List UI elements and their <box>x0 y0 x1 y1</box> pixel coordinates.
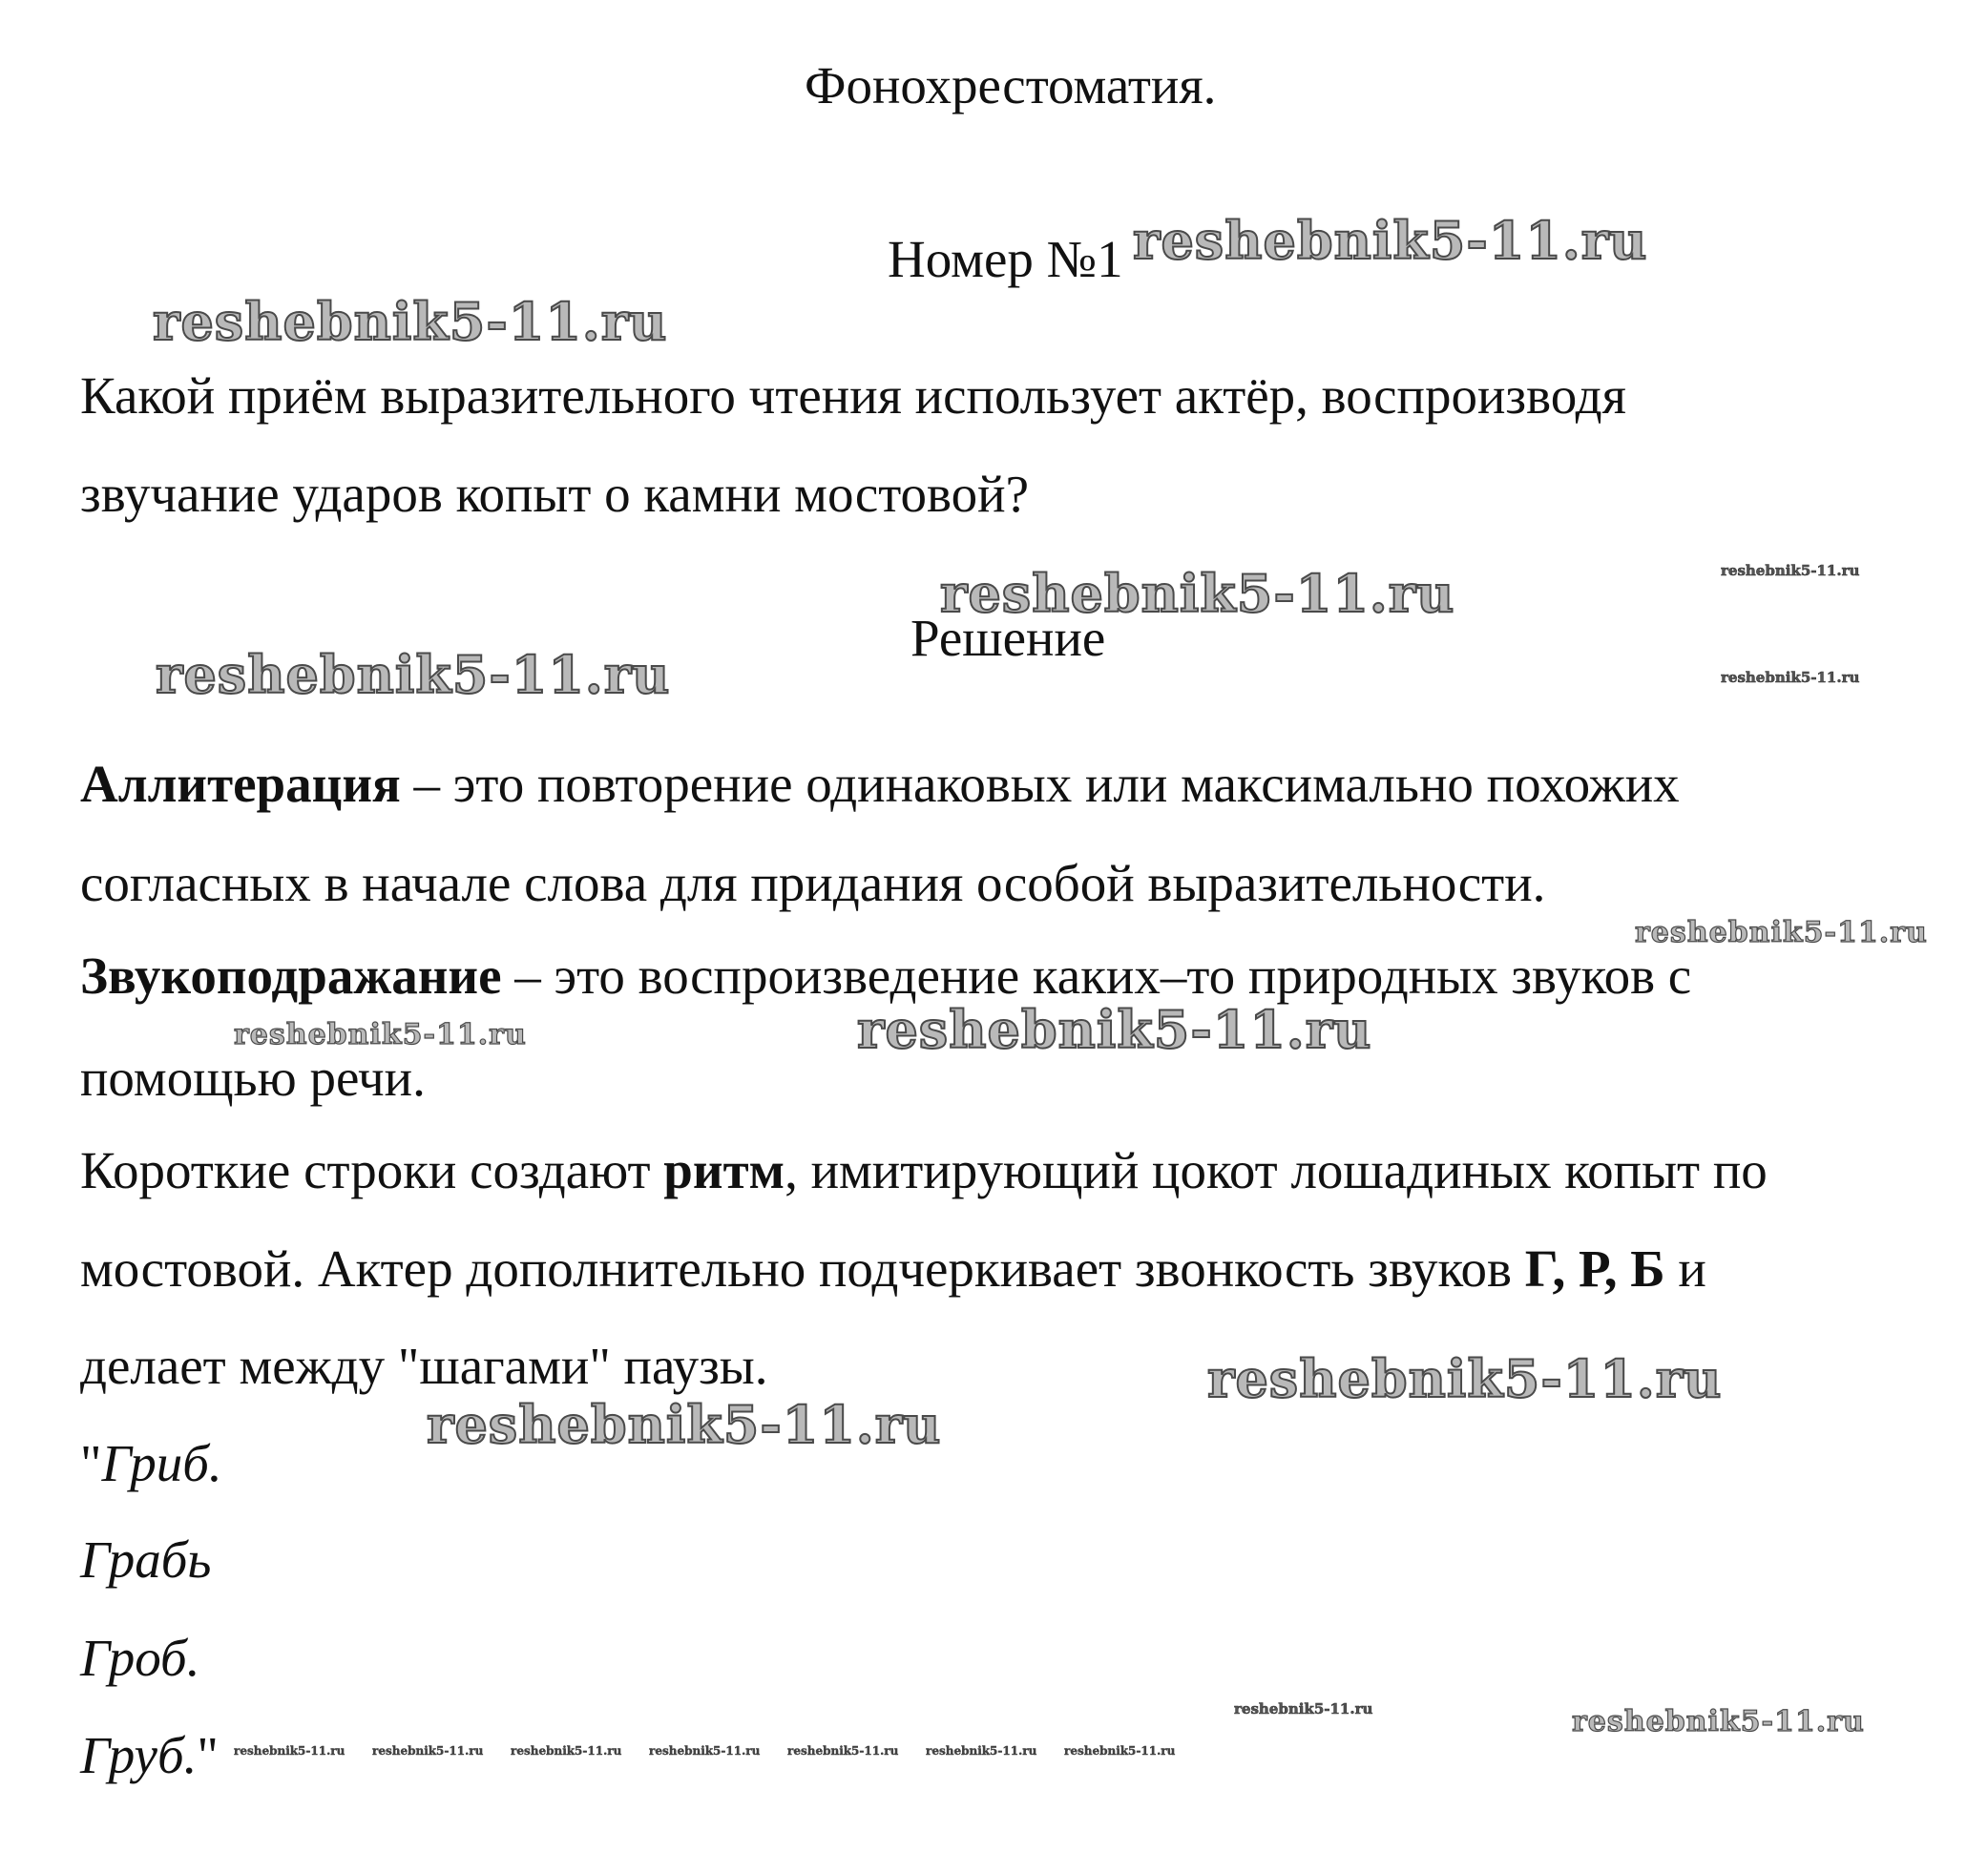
pauses-line: делает между "шагами" паузы. <box>80 1337 768 1395</box>
poem-line-1 <box>80 1434 222 1492</box>
watermark: reshebnik5-11.ru <box>857 999 1372 1060</box>
poem-word-2: Грабь <box>80 1530 212 1589</box>
alliteration-definition-line-2: согласных в начале слова для придания особой выразительности. <box>80 854 1546 912</box>
watermark: reshebnik5-11.ru <box>1207 1348 1723 1409</box>
page-title: Фонохрестоматия. <box>805 56 1217 114</box>
onomatopoeia-definition-line-1 <box>80 947 1692 1005</box>
watermark: reshebnik5-11.ru <box>1721 669 1860 686</box>
watermark: reshebnik5-11.ru <box>940 563 1455 624</box>
alliteration-definition-line-1 <box>80 755 1680 813</box>
voice-text-post: и <box>1664 1239 1706 1298</box>
question-line-1: Какой приём выразительного чтения использует актёр, воспроизводя <box>80 366 1626 425</box>
voice-letters: Г, Р, Б <box>1524 1239 1665 1298</box>
voice-line <box>80 1239 1706 1298</box>
onomatopoeia-definition-line-2: помощью речи. <box>80 1049 426 1107</box>
watermark: reshebnik5-11.ru <box>153 291 668 352</box>
watermark: reshebnik5-11.ru <box>1572 1705 1865 1738</box>
poem-word-1: Гриб. <box>101 1434 222 1492</box>
watermark: reshebnik5-11.ru <box>926 1744 1037 1758</box>
watermark: reshebnik5-11.ru <box>1133 210 1648 271</box>
poem-line-4 <box>80 1726 219 1784</box>
rhythm-text-post: , имитирующий цокот лошадиных копыт по <box>785 1141 1768 1199</box>
watermark: reshebnik5-11.ru <box>787 1744 899 1758</box>
poem-word-3: Гроб. <box>80 1629 200 1687</box>
task-number: Номер №1 <box>888 230 1123 288</box>
rhythm-text-pre: Короткие строки создают <box>80 1141 664 1199</box>
watermark: reshebnik5-11.ru <box>511 1744 622 1758</box>
poem-line-3 <box>80 1629 200 1687</box>
poem-close-quote: " <box>197 1726 219 1784</box>
rhythm-term: ритм <box>663 1141 785 1199</box>
poem-line-2 <box>80 1530 212 1589</box>
alliteration-term: Аллитерация <box>80 755 401 813</box>
watermark: reshebnik5-11.ru <box>427 1394 942 1455</box>
watermark: reshebnik5-11.ru <box>1064 1744 1176 1758</box>
onomatopoeia-term: Звукоподражание <box>80 947 502 1005</box>
watermark: reshebnik5-11.ru <box>234 1018 527 1051</box>
voice-text-pre: мостовой. Актер дополнительно подчеркивает звонкость звуков <box>80 1239 1525 1298</box>
poem-word-4: Груб. <box>80 1726 198 1784</box>
question-line-2: звучание ударов копыт о камни мостовой? <box>80 465 1029 523</box>
watermark: reshebnik5-11.ru <box>1721 562 1860 579</box>
rhythm-line <box>80 1141 1768 1199</box>
watermark: reshebnik5-11.ru <box>649 1744 761 1758</box>
solution-heading: Решение <box>910 609 1106 667</box>
alliteration-text-1: – это повторение одинаковых или максимально похожих <box>400 755 1680 813</box>
onomatopoeia-text-1: – это воспроизведение каких–то природных звуков с <box>501 947 1692 1005</box>
watermark: reshebnik5-11.ru <box>1234 1700 1373 1717</box>
watermark: reshebnik5-11.ru <box>234 1744 345 1758</box>
watermark: reshebnik5-11.ru <box>1635 916 1928 949</box>
poem-open-quote: " <box>80 1434 102 1492</box>
watermark: reshebnik5-11.ru <box>372 1744 484 1758</box>
watermark: reshebnik5-11.ru <box>156 644 671 705</box>
